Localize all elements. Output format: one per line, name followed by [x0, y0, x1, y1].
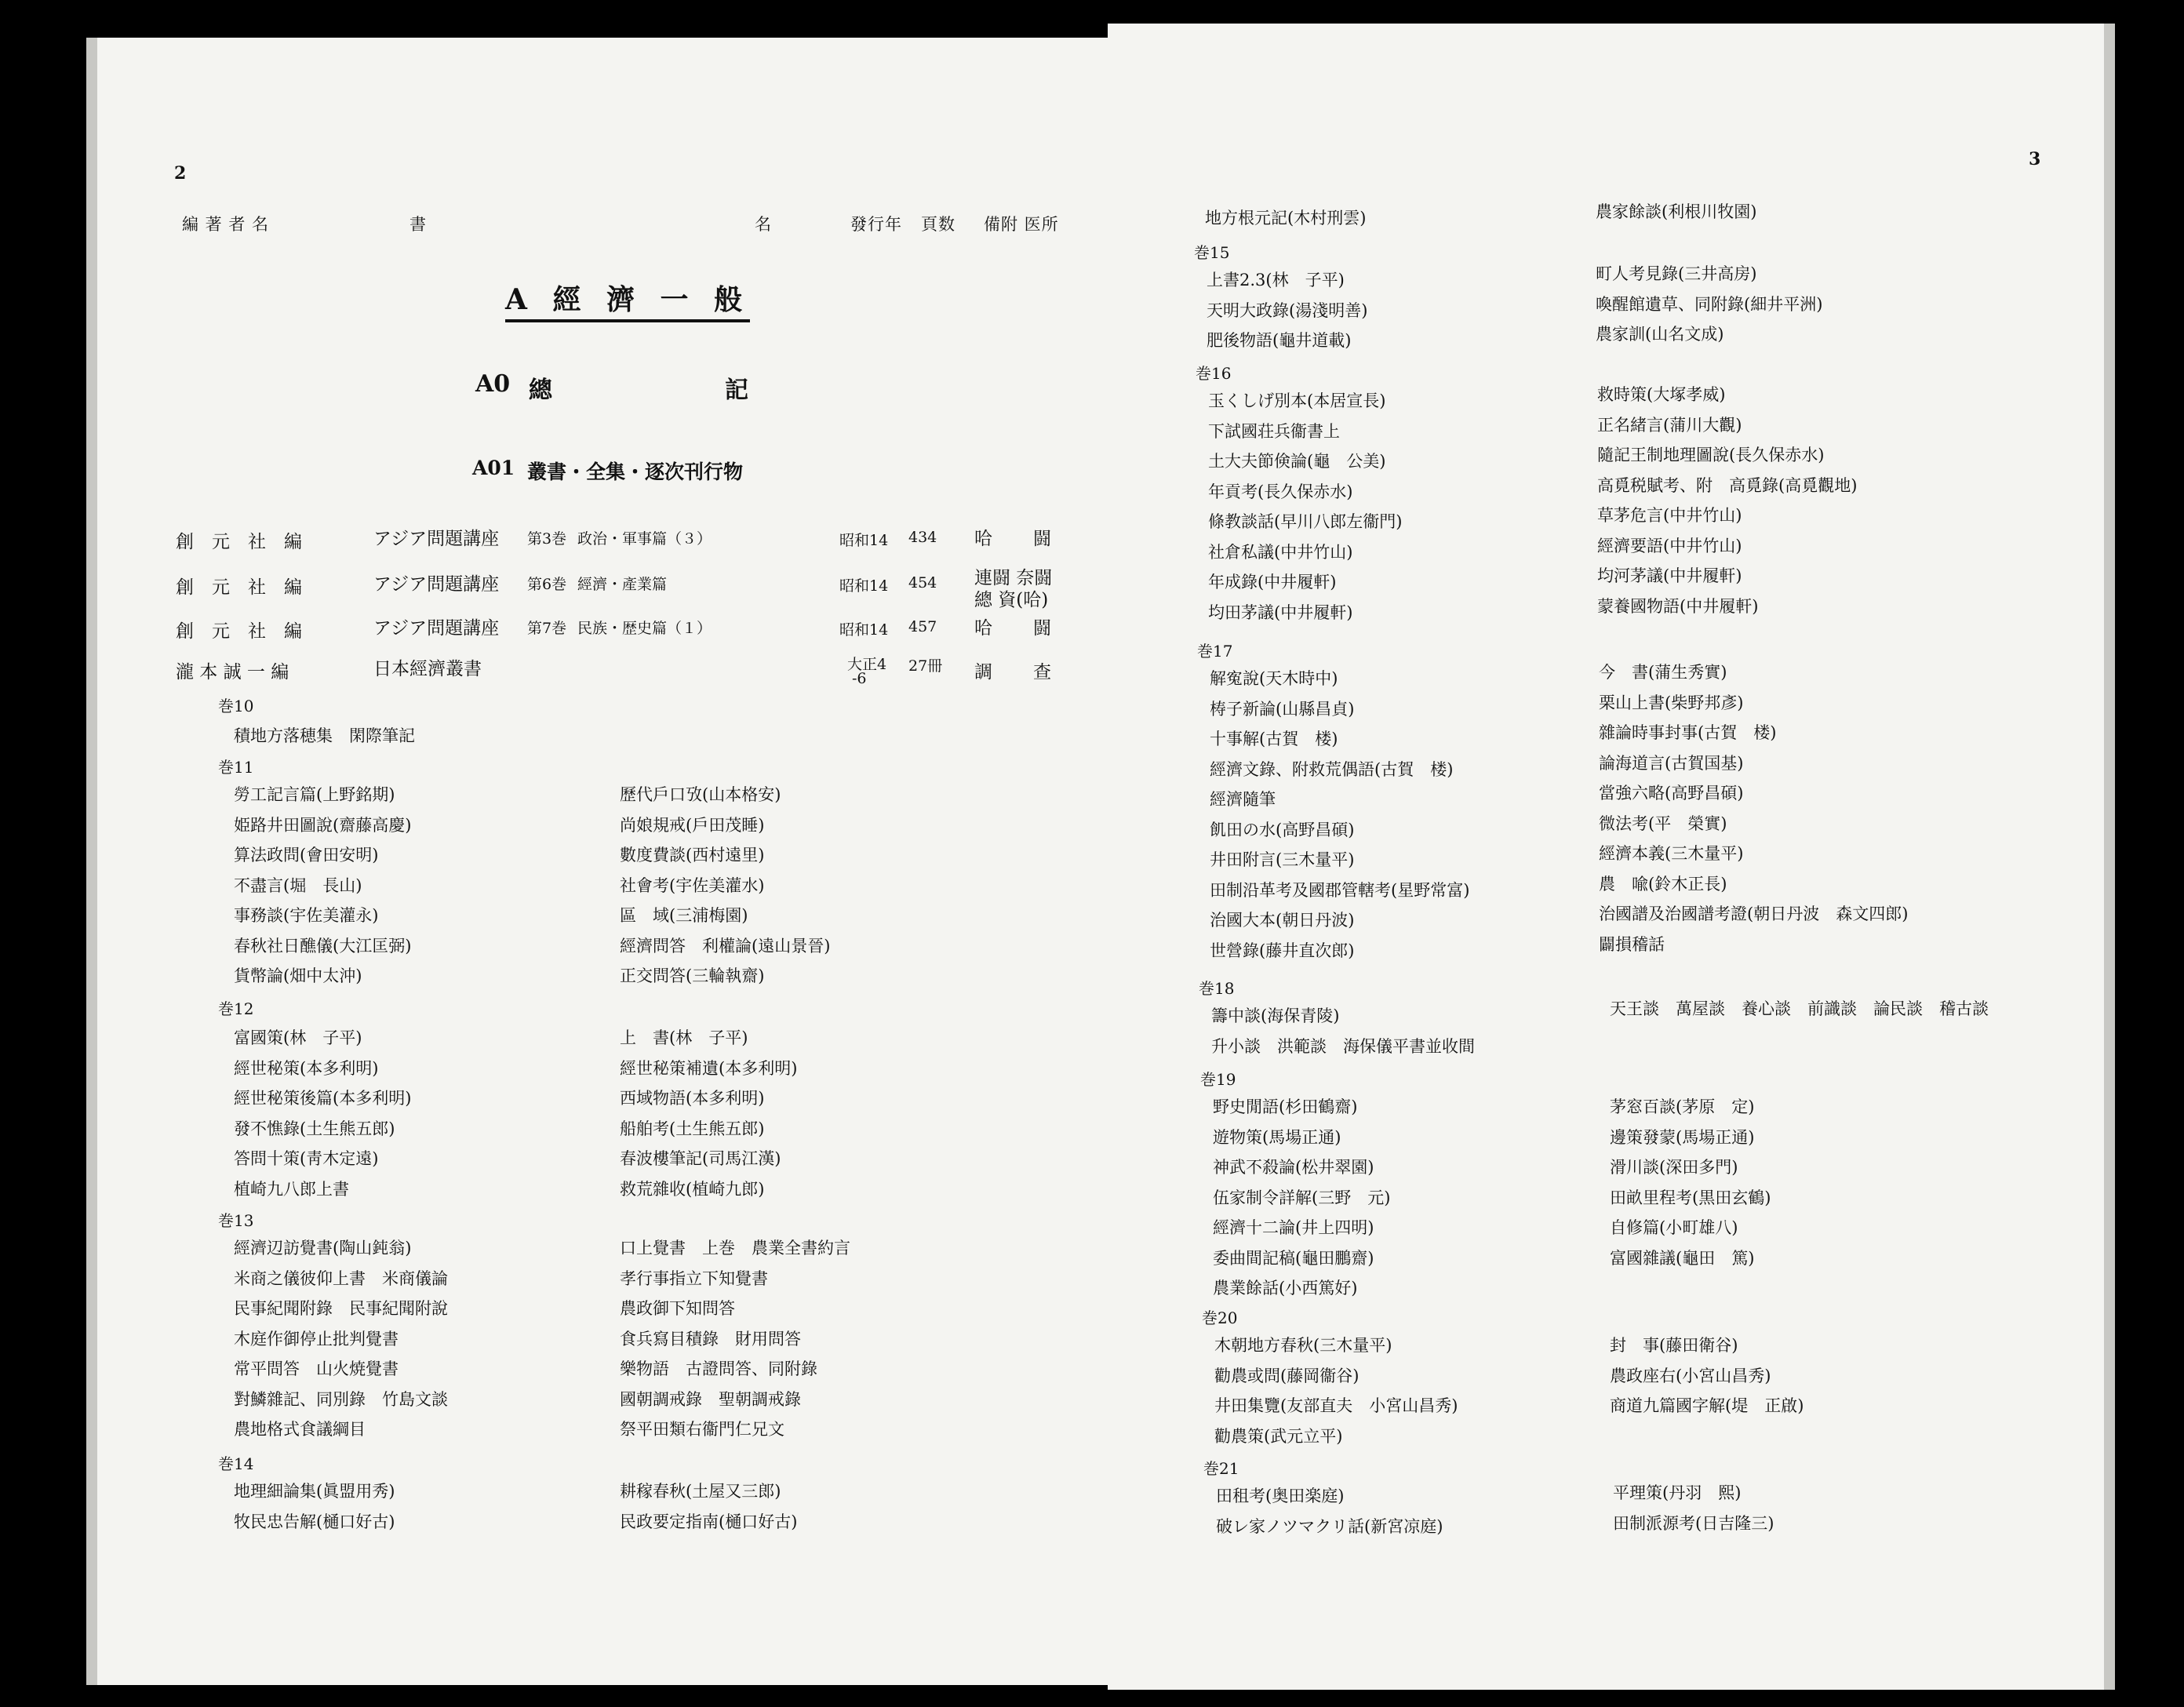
entry-author: 創 元 社 編 — [176, 577, 302, 598]
volume-label: 巻10 — [218, 697, 254, 715]
list-item: 田制派源考(日吉隆三) — [1613, 1513, 1774, 1533]
list-item: 微法考(平 榮實) — [1599, 813, 1727, 833]
list-item: 國朝調戒錄 聖朝調戒錄 — [620, 1389, 801, 1409]
volume-list — [1210, 664, 1469, 966]
list-item: 闢損稽話 — [1599, 934, 1665, 954]
list-item: 農政座右(小宮山昌秀) — [1610, 1366, 1771, 1385]
list-item: 社倉私議(中井竹山) — [1208, 542, 1353, 562]
list-item: 農家餘談(利根川牧園) — [1596, 202, 1757, 221]
list-item: 尚娘規戒(戶田茂睡) — [620, 815, 765, 835]
list-item: 隨記王制地理圖說(長久保赤水) — [1597, 446, 1825, 464]
left-page — [86, 38, 1109, 1685]
entry-location: 調 查 — [974, 662, 1053, 682]
list-item: 富國策(林 子平) — [234, 1028, 362, 1047]
list-item: 不盡言(堀 長山) — [234, 875, 362, 895]
list-item: 商道九篇國字解(堤 正啟) — [1610, 1396, 1804, 1415]
section-heading-a0-code: A0 — [475, 370, 511, 398]
entry-location: 哈 闘 — [974, 529, 1053, 549]
header-title-1: 書 — [410, 215, 427, 234]
list-item: 孝行事指立下知覺書 — [620, 1268, 768, 1288]
list-item: 區 域(三浦梅園) — [620, 906, 748, 925]
entry-pages: 434 — [908, 529, 937, 546]
list-item: 經濟文錄、附救荒偶語(古賀 楼) — [1210, 759, 1454, 779]
list-item: 口上覺書 上巻 農業全書約言 — [620, 1239, 850, 1258]
list-item: 破レ家ノツマクリ話(新宮凉庭) — [1216, 1516, 1443, 1536]
list-item: 神武不殺論(松井翠園) — [1213, 1158, 1374, 1177]
volume-list — [1208, 386, 1402, 628]
list-item: 答問十策(靑木定遠) — [234, 1149, 379, 1168]
list-item: 高覓税賦考、附 高覓錄(高覓觀地) — [1597, 475, 1858, 495]
section-heading-a0-word1: 總 — [529, 377, 552, 404]
list-item: 春秋社日醮儀(大江匡弼) — [234, 936, 412, 955]
volume-label: 巻18 — [1199, 979, 1235, 998]
list-item: 西域物語(本多利明) — [620, 1089, 765, 1108]
list-item: 正交問答(三輪執齋) — [620, 966, 765, 985]
entry-location: 連闘 奈闘 — [974, 568, 1053, 588]
list-item: 田制沿革考及國郡管轄考(星野常富) — [1210, 880, 1470, 900]
volume-list — [1216, 1481, 1443, 1541]
list-item: 農地格式食議綱目 — [234, 1420, 366, 1439]
volume-label: 巻14 — [218, 1454, 254, 1473]
list-item: 天明大政錄(湯淺明善) — [1207, 300, 1368, 320]
list-item: 梼子新論(山縣昌貞) — [1210, 699, 1355, 719]
volume-list-left — [234, 1476, 395, 1537]
entry-location-2: 總 資(哈) — [974, 590, 1049, 610]
entry-year: 昭和14 — [839, 532, 889, 549]
volume-list — [1610, 1330, 1804, 1421]
volume-list-right — [620, 1476, 797, 1537]
list-item: 米商之儀彼仰上書 米商儀論 — [234, 1268, 448, 1288]
list-item: 地方根元記(木村刑雲) — [1205, 209, 1367, 227]
list-item: 經世秘策(本多利明) — [234, 1058, 379, 1078]
list-item: 農 喩(鈴木正長) — [1599, 874, 1727, 894]
volume-label: 巻13 — [218, 1211, 254, 1230]
list-item: 町人考見錄(三井高房) — [1596, 264, 1757, 283]
list-item: 祭平田類右衞門仁兄文 — [620, 1420, 784, 1439]
list-item: 土大夫節倹論(龜 公美) — [1208, 452, 1386, 471]
section-heading-a0-word2: 記 — [725, 377, 748, 404]
list-item: 論海道言(古賀国基) — [1599, 753, 1744, 773]
list-item: 經濟問答 利權論(遠山景晉) — [620, 936, 831, 955]
list-item: 井田集覽(友部直夫 小宮山昌秀) — [1214, 1396, 1458, 1415]
list-item: 經濟隨筆 — [1210, 790, 1276, 809]
entry-title: アジア問題講座 — [373, 574, 500, 595]
volume-list-left — [234, 1233, 448, 1445]
entry-author: 創 元 社 編 — [176, 621, 302, 642]
list-item: 農家訓(山名文成) — [1596, 325, 1724, 344]
list-item: 喚醒館遺草、同附錄(細井平洲) — [1596, 294, 1823, 314]
list-item: 茅窓百談(茅原 定) — [1610, 1097, 1755, 1116]
entry-year: 大正4 — [847, 656, 887, 673]
volume-label: 巻17 — [1197, 642, 1233, 661]
list-item: 對鱗雜記、同別錄 竹島文談 — [234, 1389, 448, 1409]
entry-subtitle: 民族・歴史篇（１） — [577, 620, 712, 637]
volume-label: 巻11 — [218, 758, 254, 777]
section-heading-a01-title: 叢書・全集・逐次刊行物 — [527, 460, 744, 483]
list-item: 地理細論集(眞盟用秀) — [234, 1482, 395, 1501]
list-item: 田畝里程考(黒田玄鶴) — [1610, 1188, 1771, 1207]
list-item: 社會考(宇佐美灌水) — [620, 875, 765, 895]
list-item: 今 書(蒲生秀實) — [1599, 663, 1727, 682]
list-item: 經濟十二論(井上四明) — [1213, 1218, 1374, 1237]
volume-list — [1596, 259, 1822, 350]
list-item: 常平問答 山火焼覺書 — [234, 1359, 399, 1378]
list-item: 世營錄(藤井直次郎) — [1210, 941, 1355, 960]
list-item: 平理策(丹羽 熙) — [1613, 1483, 1742, 1502]
volume-label: 巻12 — [218, 999, 254, 1018]
list-item: 當強六略(高野昌碩) — [1599, 784, 1744, 803]
list-item: 勞工記言篇(上野銘期) — [234, 785, 395, 804]
list-item: 救時策(大塚孝威) — [1597, 385, 1726, 404]
entry-title: アジア問題講座 — [373, 529, 500, 549]
list-item: 農業餘話(小西篤好) — [1213, 1279, 1358, 1298]
list-item: 飢田の水(高野昌碩) — [1210, 820, 1355, 839]
list-item: 野史閒語(杉田鶴齋) — [1213, 1097, 1358, 1116]
list-item: 滑川談(深田多門) — [1610, 1158, 1738, 1177]
list-item: 經濟要語(中井竹山) — [1597, 536, 1742, 555]
list-item: 年貢考(長久保赤水) — [1208, 482, 1353, 501]
entry-volume: 第6巻 — [527, 576, 567, 593]
volume-list — [1599, 657, 1908, 959]
list-item: 栗山上書(柴野邦彥) — [1599, 693, 1744, 712]
list-item: 解寃說(天木時中) — [1210, 669, 1338, 688]
list-item: 均田茅議(中井履軒) — [1208, 602, 1353, 622]
list-item: 經濟本義(三木量平) — [1599, 844, 1744, 863]
list-item: 春波樓筆記(司馬江漢) — [620, 1149, 781, 1168]
volume-list-right — [620, 1233, 850, 1445]
list-item: 勸農或問(藤岡衞谷) — [1214, 1366, 1360, 1385]
volume-label: 巻19 — [1200, 1070, 1236, 1089]
entry-location: 哈 闘 — [974, 618, 1053, 639]
list-item: 經濟辺訪覺書(陶山鈍翁) — [234, 1239, 412, 1258]
volume-label: 巻15 — [1194, 243, 1230, 262]
list-item: 貨幣論(畑中太沖) — [234, 966, 362, 985]
list-item: 歷代戶口攷(山本格安) — [620, 785, 781, 804]
entry-pages: 457 — [908, 618, 937, 635]
list-item: 伍家制令詳解(三野 元) — [1213, 1188, 1391, 1207]
list-item: 經世秘策後篇(本多利明) — [234, 1089, 412, 1108]
entry-year-2: -6 — [852, 670, 867, 687]
list-item: 牧民忠告解(樋口好古) — [234, 1512, 395, 1531]
list-item: 上書2.3(林 子平) — [1207, 271, 1345, 289]
entry-title: アジア問題講座 — [373, 618, 500, 639]
list-item: 治國大本(朝日丹波) — [1210, 911, 1355, 930]
volume-list — [1597, 380, 1857, 621]
list-item: 樂物語 古證問答、同附錄 — [620, 1359, 817, 1378]
entry-year: 昭和14 — [839, 621, 889, 639]
volume-list-right — [620, 780, 830, 992]
entry-author: 創 元 社 編 — [176, 532, 302, 552]
entry-title: 日本經濟叢書 — [373, 659, 482, 679]
volume-label: 巻20 — [1202, 1308, 1238, 1327]
header-pages: 頁数 — [921, 215, 956, 234]
list-item: 木庭作御停止批判覺書 — [234, 1329, 399, 1348]
entry-pages: 27冊 — [908, 657, 943, 675]
page-number: 3 — [2029, 149, 2041, 169]
list-item: 草茅危言(中井竹山) — [1597, 506, 1742, 525]
list-item: 食兵寫目積錄 財用問答 — [620, 1329, 801, 1348]
list-item: 十事解(古賀 楼) — [1210, 730, 1338, 748]
list-item: 正名緒言(蒲川大觀) — [1597, 415, 1742, 435]
list-item: 民政要定指南(樋口好古) — [620, 1512, 798, 1531]
list-item: 籌中談(海保青陵) — [1211, 1006, 1340, 1025]
list-item: 升小談 洪範談 海保儀平書並收間 — [1211, 1036, 1475, 1056]
list-item: 救荒雜收(植崎九郎) — [620, 1179, 765, 1199]
list-item: 田租考(奥田楽庭) — [1216, 1487, 1345, 1505]
list-item: 勸農策(武元立平) — [1214, 1426, 1343, 1446]
list-item: 發不憔錄(土生熊五郎) — [234, 1119, 395, 1138]
list-item: 經世秘策補遺(本多利明) — [620, 1058, 798, 1078]
volume-label: 巻16 — [1196, 364, 1232, 383]
list-item: 上 書(林 子平) — [620, 1028, 748, 1047]
list-item: 木朝地方春秋(三木量平) — [1214, 1336, 1392, 1355]
entry-author: 瀧 本 誠 一 編 — [176, 662, 289, 682]
list-item: 肥後物語(龜井道載) — [1207, 331, 1352, 350]
list-item: 算法政問(會田安明) — [234, 846, 379, 864]
header-author: 編 著 者 名 — [182, 215, 270, 234]
volume-list — [1211, 1001, 1475, 1061]
entry-subtitle: 經濟・產業篇 — [577, 576, 668, 593]
list-item: 蒙養國物語(中井履軒) — [1597, 596, 1759, 616]
volume-label: 巻21 — [1203, 1459, 1239, 1478]
list-item: 耕稼春秋(土屋又三郎) — [620, 1482, 781, 1501]
list-item: 治國譜及治國譜考證(朝日丹波 森文四郎) — [1599, 904, 1909, 923]
right-page — [1108, 24, 2115, 1690]
list-item: 天王談 萬屋談 養心談 前識談 論民談 稽古談 — [1610, 999, 1989, 1018]
list-item: 井田附言(三木量平) — [1210, 850, 1355, 869]
entry-volume: 第3巻 — [527, 530, 567, 548]
page-number: 2 — [174, 163, 187, 184]
list-item: 富國雜議(龜田 篤) — [1610, 1248, 1755, 1268]
header-year: 發行年 — [850, 215, 902, 234]
volume-list — [1610, 1092, 1771, 1273]
entry-subtitle: 政治・軍事篇（３） — [577, 530, 712, 548]
volume-list-left — [234, 780, 411, 992]
volume-list-left — [234, 1023, 411, 1204]
list-item: 農政御下知問答 — [620, 1299, 735, 1318]
list-item: 均河茅議(中井履軒) — [1597, 566, 1742, 585]
list-item: 積地方落穂集 閑際筆記 — [234, 726, 415, 745]
section-heading-a: A 經 濟 一 般 — [505, 278, 750, 322]
list-item: 事務談(宇佐美灌永) — [234, 906, 379, 925]
header-title-2: 名 — [755, 215, 772, 234]
list-item: 邊策發蒙(馬場正通) — [1610, 1127, 1755, 1147]
volume-list — [1214, 1330, 1458, 1451]
volume-list — [1207, 265, 1367, 356]
volume-list — [1613, 1478, 1774, 1538]
entry-year: 昭和14 — [839, 577, 889, 595]
list-item: 委曲間記稿(龜田鵬齋) — [1213, 1248, 1374, 1268]
list-item: 下試國荘兵衞書上 — [1208, 421, 1340, 441]
entry-volume: 第7巻 — [527, 620, 567, 637]
volume-list — [1213, 1092, 1390, 1304]
entry-pages: 454 — [908, 574, 937, 591]
list-item: 數度費談(西村遠里) — [620, 846, 765, 864]
list-item: 封 事(藤田衛谷) — [1610, 1336, 1738, 1355]
section-heading-a01-code: A01 — [472, 457, 515, 479]
list-item: 條教談話(早川八郎左衞門) — [1208, 512, 1403, 531]
list-item: 船舶考(土生熊五郎) — [620, 1119, 765, 1138]
list-item: 民事紀聞附錄 民事紀聞附說 — [234, 1299, 448, 1318]
list-item: 姫路井田圖說(齋藤高慶) — [234, 815, 412, 835]
list-item: 玉くしげ別本(本居宣長) — [1208, 391, 1386, 410]
list-item: 雜論時事封事(古賀 楼) — [1599, 723, 1777, 742]
list-item: 遊物策(馬場正通) — [1213, 1127, 1341, 1147]
list-item: 年成錄(中井履軒) — [1208, 573, 1337, 591]
volume-list-right — [620, 1023, 797, 1204]
header-notes: 備附 医所 — [984, 215, 1059, 234]
list-item: 植崎九八郎上書 — [234, 1179, 349, 1199]
list-item: 自修篇(小町雄八) — [1610, 1218, 1738, 1237]
